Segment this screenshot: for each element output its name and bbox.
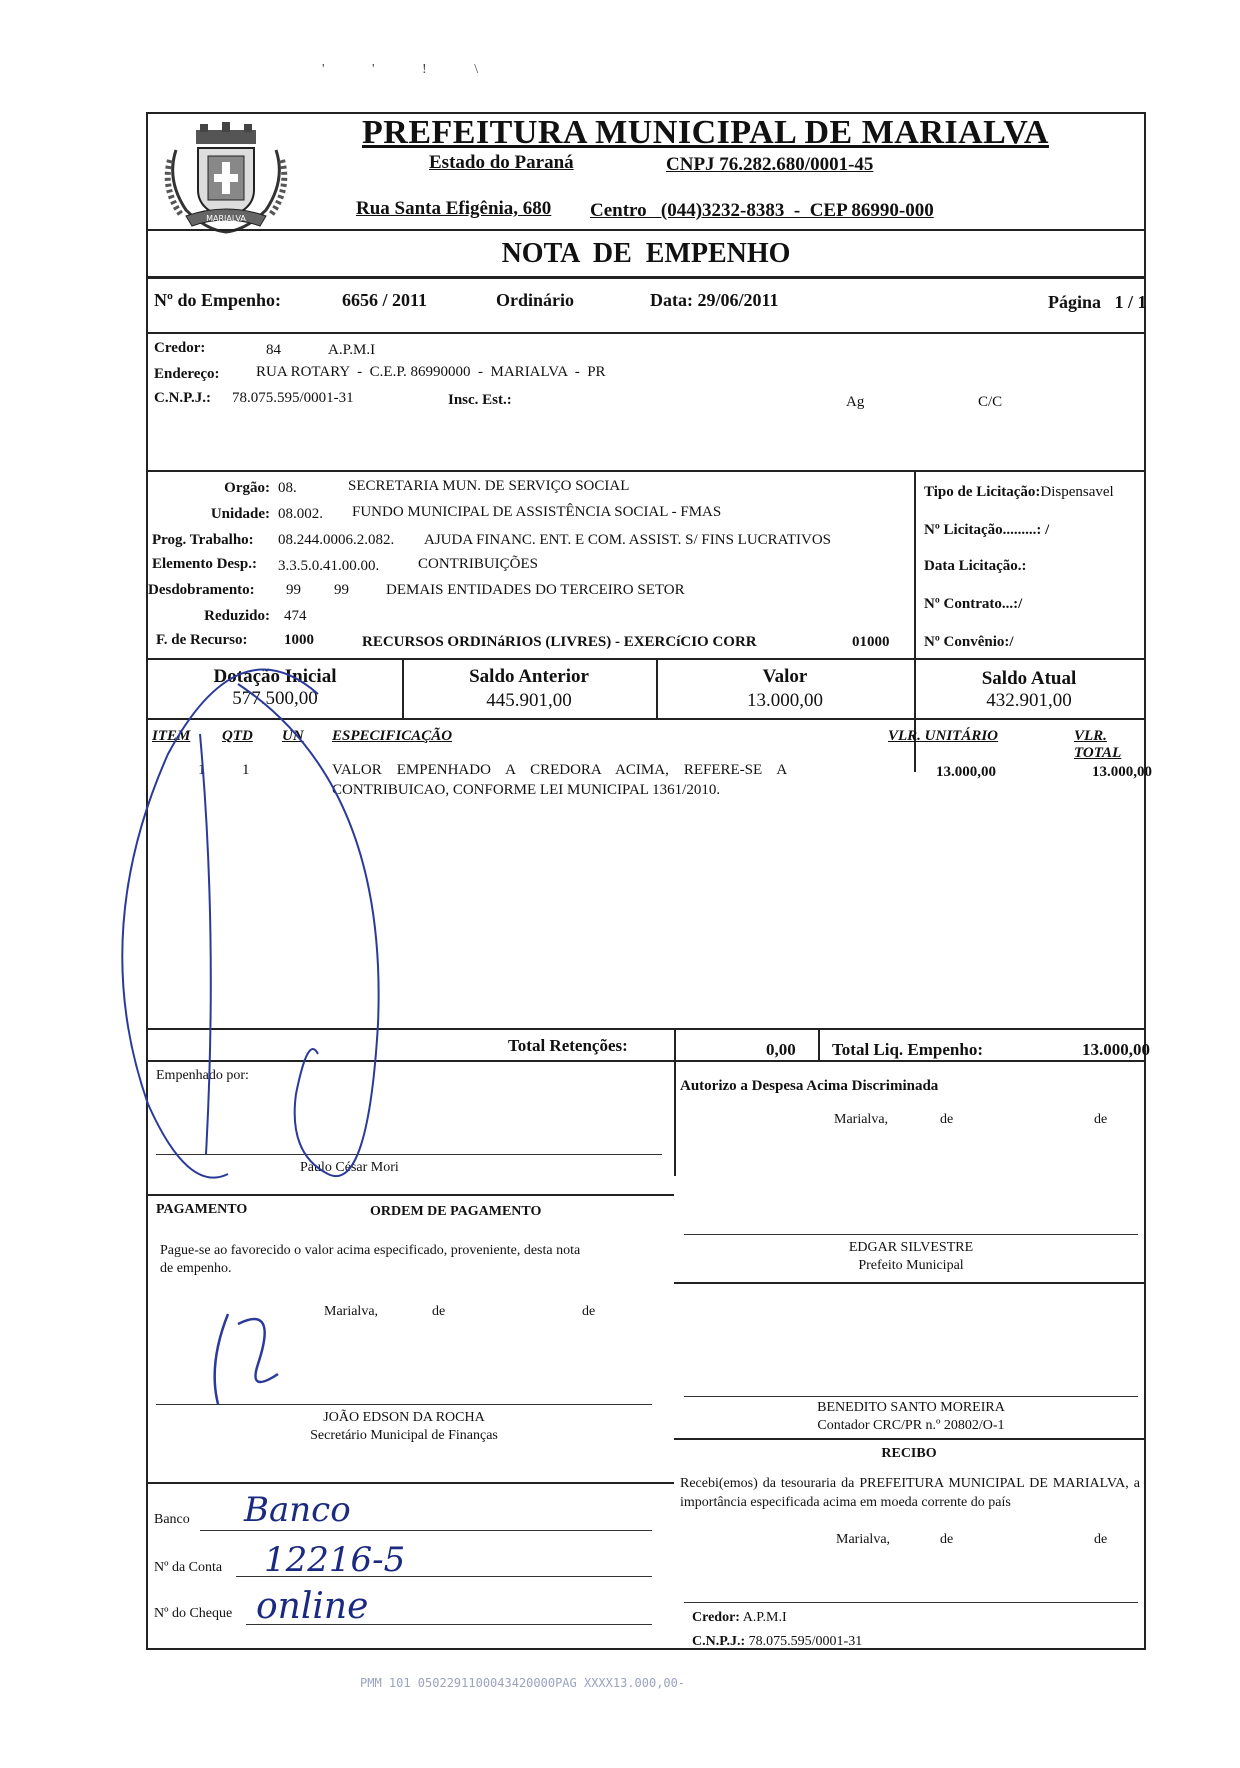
recibo-title: RECIBO — [881, 1446, 937, 1461]
desdobramento-label: Desdobramento: — [148, 582, 255, 598]
ordem-pagamento-label: ORDEM DE PAGAMENTO — [370, 1204, 542, 1219]
recibo-de-1: de — [940, 1532, 954, 1547]
orgao-label: Orgão: — [224, 480, 270, 496]
contador-name: BENEDITO SANTO MOREIRA — [817, 1400, 1005, 1415]
row-item: 1 — [198, 762, 206, 778]
row-vlr-unitario: 13.000,00 — [936, 764, 996, 780]
saldo-atual-value: 432.901,00 — [986, 690, 1072, 711]
total-liquido-value: 13.000,00 — [1082, 1040, 1150, 1059]
nota-empenho-form — [146, 112, 1152, 1650]
pagamento-de-1: de — [432, 1304, 446, 1319]
prog-trabalho-code: 08.244.0006.2.082. — [278, 532, 395, 548]
financas-signature — [198, 1304, 318, 1414]
unidade-desc: FUNDO MUNICIPAL DE ASSISTÊNCIA SOCIAL - FMAS — [352, 504, 722, 520]
empenho-number: 6656 / 2011 — [342, 290, 428, 310]
pagamento-text: Pague-se ao favorecido o valor acima especificado, proveniente, desta nota de empenho. — [160, 1243, 581, 1276]
recibo-cnpj-value: 78.075.595/0001-31 — [748, 1634, 863, 1649]
total-retencoes-label: Total Retenções: — [508, 1036, 628, 1055]
col-item: ITEM — [152, 728, 191, 744]
tipo-licitacao-label: Tipo de Licitação: — [924, 484, 1041, 500]
col-vlr-unitario: VLR. UNITÁRIO — [888, 728, 999, 744]
desdobramento-code-1: 99 — [286, 582, 301, 598]
row-qtd: 1 — [242, 762, 250, 778]
tipo-licitacao — [924, 484, 1114, 501]
recibo-text: Recebi(emos) da tesouraria da PREFEITURA MUNICIPAL DE MARIALVA, a importância especificada acima em moeda corrente do país — [680, 1476, 1140, 1510]
numero-convenio: Nº Convênio:/ — [924, 634, 1014, 650]
recibo-de-2: de — [1094, 1532, 1108, 1547]
credor-code: 84 — [266, 342, 281, 358]
financas-signer-role: Secretário Municipal de Finanças — [310, 1428, 498, 1443]
footer-code: PMM 101 0502291100043420000PAG XXXX13.000,00- — [360, 1676, 686, 1690]
empenho-number-label: Nº do Empenho: — [154, 290, 281, 310]
empenhado-por-name: Paulo César Mori — [300, 1160, 399, 1175]
desdobramento-code-2: 99 — [334, 582, 349, 598]
credor-name: A.P.M.I — [328, 342, 376, 358]
unidade-code: 08.002. — [278, 506, 323, 522]
col-especificacao: ESPECIFICAÇÃO — [332, 728, 453, 744]
credor-cnpj: 78.075.595/0001-31 — [232, 390, 354, 406]
numero-contrato: Nº Contrato...:/ — [924, 596, 1023, 612]
pagamento-de-2: de — [582, 1304, 596, 1319]
prefeito-name: EDGAR SILVESTRE — [848, 1240, 974, 1255]
fonte-recurso-label: F. de Recurso: — [156, 632, 248, 648]
empenhado-por-label: Empenhado por: — [156, 1068, 249, 1083]
contador-role: Contador CRC/PR n.º 20802/O-1 — [817, 1418, 1005, 1433]
autorizo-de-2: de — [1094, 1112, 1108, 1127]
fonte-recurso-number: 01000 — [852, 634, 890, 650]
fonte-recurso-desc: RECURSOS ORDINáRIOS (LIVRES) - EXERCíCIO CORR — [362, 634, 757, 650]
row-espec-line-1: VALOR EMPENHADO A CREDORA ACIMA, REFERE-SE A — [332, 762, 788, 778]
handwritten-signature — [88, 634, 428, 1254]
pagamento-city: Marialva, — [324, 1304, 379, 1319]
header-contact: Centro (044)3232-8383 - CEP 86990-000 — [590, 200, 934, 221]
unidade-label: Unidade: — [210, 506, 270, 522]
valor-label: Valor — [762, 666, 808, 687]
banco-handwritten: Banco — [244, 1490, 351, 1530]
empenho-type: Ordinário — [496, 290, 575, 310]
saldo-atual-label: Saldo Atual — [981, 668, 1077, 689]
row-espec-line-2: CONTRIBUICAO, CONFORME LEI MUNICIPAL 1361/2010. — [332, 782, 721, 798]
financas-signer-name: JOÃO EDSON DA ROCHA — [323, 1410, 485, 1425]
desdobramento-desc: DEMAIS ENTIDADES DO TERCEIRO SETOR — [386, 582, 685, 598]
recibo-credor-label: Credor: — [692, 1610, 740, 1625]
coat-of-arms-text: MARIALVA — [206, 214, 246, 223]
elemento-desp-label: Elemento Desp.: — [152, 556, 257, 572]
autorizo-title: Autorizo a Despesa Acima Discriminada — [680, 1078, 939, 1094]
elemento-desp-code: 3.3.5.0.41.00.00. — [278, 558, 380, 574]
data-licitacao: Data Licitação.: — [924, 558, 1027, 574]
header-address: Rua Santa Efigênia, 680 — [356, 198, 552, 219]
numero-licitacao: Nº Licitação.........: / — [924, 522, 1050, 538]
recibo-credor — [692, 1610, 787, 1626]
reduzido-label: Reduzido: — [204, 608, 270, 624]
state-name: Estado do Paraná — [429, 152, 574, 173]
autorizo-city: Marialva, — [834, 1112, 889, 1127]
doc-title: NOTA DE EMPENHO — [501, 238, 791, 269]
fonte-recurso-code: 1000 — [284, 632, 314, 648]
col-un: UN — [282, 728, 304, 744]
page-number: Página 1 / 1 — [1048, 292, 1147, 312]
cheque-handwritten: online — [256, 1586, 369, 1627]
recibo-cnpj — [692, 1634, 862, 1650]
cheque-label: Nº do Cheque — [154, 1606, 233, 1621]
pagamento-label: PAGAMENTO — [156, 1202, 248, 1217]
conta-label: Nº da Conta — [154, 1560, 223, 1575]
coat-of-arms-icon — [156, 120, 296, 238]
valor-value: 13.000,00 — [747, 690, 823, 711]
reduzido-value: 474 — [284, 608, 307, 624]
recibo-credor-value: A.P.M.I — [742, 1610, 787, 1625]
prefeito-role: Prefeito Municipal — [858, 1258, 964, 1273]
col-qtd: QTD — [222, 728, 253, 744]
col-vlr-total: VLR. TOTAL — [1074, 728, 1122, 761]
insc-est-label: Insc. Est.: — [448, 392, 512, 408]
credor-cnpj-label: C.N.P.J.: — [154, 390, 211, 406]
credor-label: Credor: — [154, 340, 206, 356]
scan-marks: ' ' ! \ — [322, 62, 501, 77]
dotacao-inicial-value: 577.500,00 — [232, 688, 318, 709]
recibo-cnpj-label: C.N.P.J.: — [692, 1634, 746, 1649]
empenho-date: Data: 29/06/2011 — [650, 290, 779, 310]
tipo-licitacao-value: Dispensavel — [1040, 484, 1114, 500]
total-retencoes-value: 0,00 — [766, 1040, 796, 1059]
saldo-anterior-label: Saldo Anterior — [469, 666, 589, 687]
dotacao-inicial-label: Dotação Inicial — [213, 666, 337, 687]
banco-label: Banco — [154, 1512, 190, 1527]
total-liquido-label: Total Liq. Empenho: — [832, 1040, 983, 1059]
orgao-code: 08. — [278, 480, 297, 496]
prefeitura-title: PREFEITURA MUNICIPAL DE MARIALVA — [362, 114, 1049, 151]
conta-handwritten: 12216-5 — [264, 1540, 406, 1580]
saldo-anterior-value: 445.901,00 — [486, 690, 572, 711]
row-vlr-total: 13.000,00 — [1092, 764, 1152, 780]
prog-trabalho-label: Prog. Trabalho: — [152, 532, 254, 548]
header-cnpj: CNPJ 76.282.680/0001-45 — [666, 154, 874, 175]
endereco-label: Endereço: — [154, 366, 220, 382]
endereco-value: RUA ROTARY - C.E.P. 86990000 - MARIALVA - PR — [256, 364, 606, 380]
cc-label: C/C — [978, 394, 1003, 410]
elemento-desp-desc: CONTRIBUIÇÕES — [418, 556, 539, 572]
recibo-city: Marialva, — [836, 1532, 891, 1547]
orgao-desc: SECRETARIA MUN. DE SERVIÇO SOCIAL — [348, 478, 630, 494]
ag-label: Ag — [846, 394, 865, 410]
autorizo-de-1: de — [940, 1112, 954, 1127]
prog-trabalho-desc: AJUDA FINANC. ENT. E COM. ASSIST. S/ FINS LUCRATIVOS — [424, 532, 831, 548]
